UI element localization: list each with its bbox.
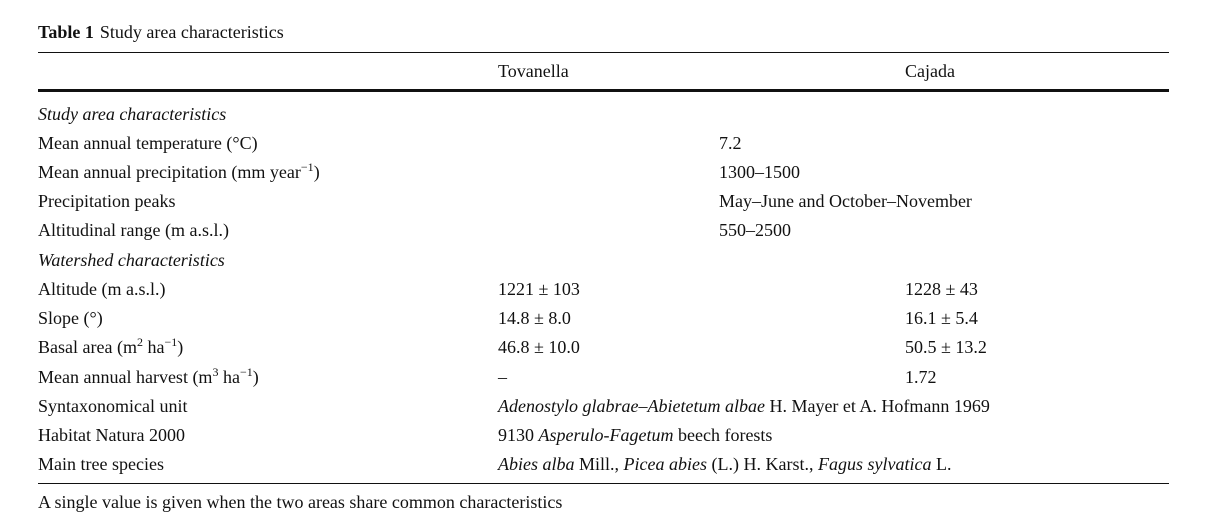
cajada-value: 1228 ± 43	[905, 279, 978, 299]
row-label: Mean annual temperature (°C)	[38, 133, 258, 153]
shared-value: 7.2	[719, 133, 742, 153]
shared-value: 9130 Asperulo-Fagetum beech forests	[498, 425, 773, 445]
shared-value: May–June and October–November	[719, 191, 972, 211]
row-label: Precipitation peaks	[38, 191, 176, 211]
table-row-altitudinal-range	[0, 220, 1210, 244]
row-label: Altitudinal range (m a.s.l.)	[38, 220, 229, 240]
section-row-study	[0, 104, 1210, 128]
row-label: Mean annual precipitation (mm year$^{-1}$)	[38, 160, 320, 182]
table-row-precipitation	[0, 162, 1210, 186]
table-row-habitat	[0, 425, 1210, 449]
section-row-watershed	[0, 250, 1210, 274]
row-label: Syntaxonomical unit	[38, 396, 188, 416]
table-row-harvest	[0, 367, 1210, 391]
row-label: Slope (°)	[38, 308, 103, 328]
header-tovanella: Tovanella	[498, 61, 569, 81]
cajada-value: 50.5 ± 13.2	[905, 337, 987, 357]
cajada-value: 16.1 ± 5.4	[905, 308, 978, 328]
table-row-slope	[0, 308, 1210, 332]
tovanella-value: 1221 ± 103	[498, 279, 580, 299]
header-rule	[38, 89, 1169, 92]
shared-value: Abies alba Mill., Picea abies (L.) H. Karst., Fagus sylvatica L.	[498, 454, 952, 474]
table-label: Table 1	[38, 22, 94, 42]
bottom-rule	[38, 483, 1169, 484]
section-label: Study area characteristics	[38, 104, 227, 124]
row-label: Main tree species	[38, 454, 164, 474]
cajada-value: 1.72	[905, 367, 937, 387]
row-label: Altitude (m a.s.l.)	[38, 279, 166, 299]
table-row-precipitation-peaks	[0, 191, 1210, 215]
row-label: Habitat Natura 2000	[38, 425, 185, 445]
table-title: Study area characteristics	[99, 22, 284, 42]
header-cajada: Cajada	[905, 61, 955, 81]
row-label: Basal area ($m^2$ $ha^{-1}$)	[38, 335, 184, 357]
shared-value: Adenostylo glabrae–Abietetum albae H. Mayer et A. Hofmann 1969	[498, 396, 990, 416]
shared-value: 1300–1500	[719, 162, 800, 182]
table-caption	[38, 22, 284, 43]
tovanella-value: 46.8 ± 10.0	[498, 337, 580, 357]
top-rule	[38, 52, 1169, 53]
section-label: Watershed characteristics	[38, 250, 225, 270]
shared-value: 550–2500	[719, 220, 791, 240]
table-row-main-tree-species	[0, 454, 1210, 478]
row-label: Mean annual harvest ($m^3$ $ha^{-1}$)	[38, 365, 259, 387]
table-row-temperature	[0, 133, 1210, 157]
table-footnote: A single value is given when the two areas share common characteristics	[38, 492, 563, 512]
tovanella-value: 14.8 ± 8.0	[498, 308, 571, 328]
tovanella-value: –	[498, 367, 507, 387]
table-row-syntaxonomical-unit	[0, 396, 1210, 420]
table-row-basal-area	[0, 337, 1210, 361]
table-row-altitude	[0, 279, 1210, 303]
